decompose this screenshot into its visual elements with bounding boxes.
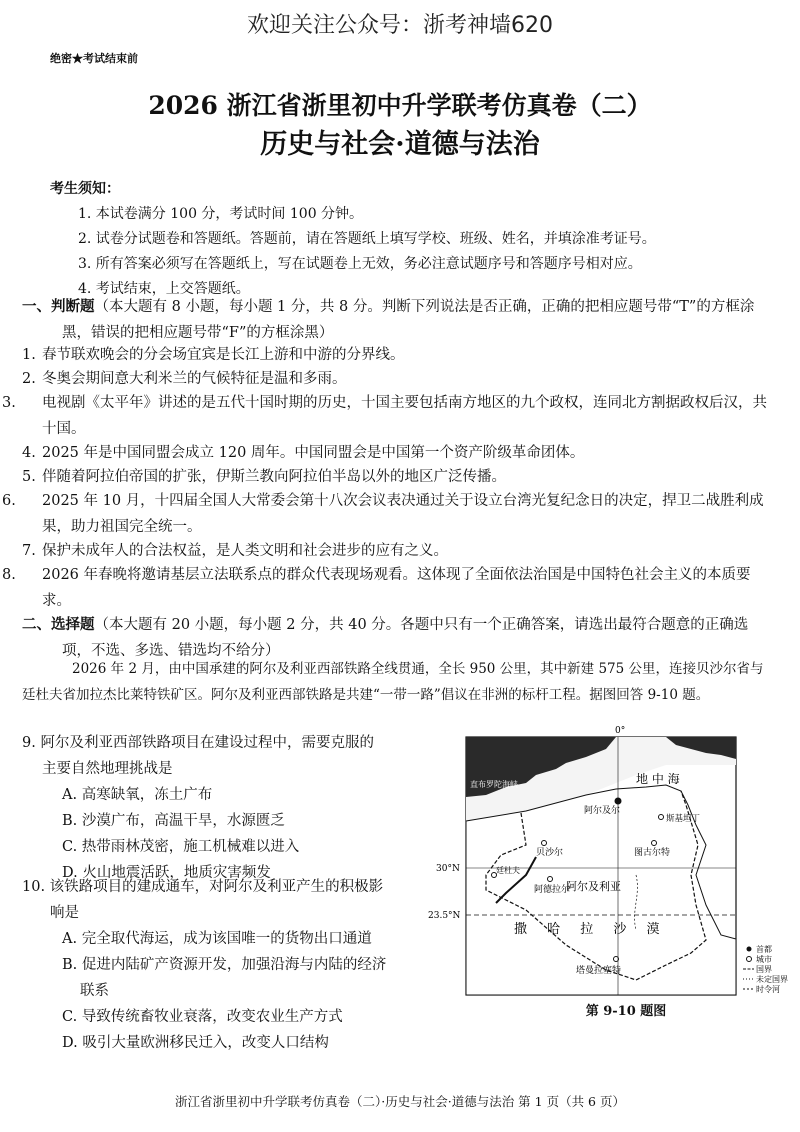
question-text: 保护未成年人的合法权益，是人类文明和社会进步的应有之义。 bbox=[42, 543, 448, 559]
question-text: 2026 年春晚将邀请基层立法联系点的群众代表现场观看。这体现了全面依法治国是中国特色社会主义的本质要求。 bbox=[42, 567, 751, 609]
label-adrar: 阿德拉尔 bbox=[534, 885, 571, 895]
label-country: 阿尔及利亚 bbox=[566, 880, 621, 893]
section1-header bbox=[22, 294, 777, 346]
notice-item: 4. 考试结束，上交答题纸。 bbox=[78, 281, 250, 297]
legend-capital: 首都 bbox=[756, 945, 772, 954]
label-lat30: 30°N bbox=[436, 864, 460, 874]
question-number: 7. bbox=[22, 543, 36, 559]
option-a: A. 高寒缺氧，冻土广布 bbox=[62, 787, 213, 803]
page-footer: 浙江省浙里初中升学联考仿真卷（二）·历史与社会·道德与法治 第 1 页（共 6 页） bbox=[175, 1094, 625, 1109]
label-meridian: 0° bbox=[615, 726, 626, 736]
notice-item: 1. 本试卷满分 100 分，考试时间 100 分钟。 bbox=[78, 206, 364, 222]
question-10 bbox=[22, 874, 452, 1056]
question-stem-cont: 主要自然地理挑战是 bbox=[42, 761, 173, 777]
reading-passage: 2026 年 2 月，由中国承建的阿尔及利亚西部铁路全线贯通，全长 950 公里，其中新建 575 公里，连接贝沙尔省与廷杜夫省加拉杰比莱特铁矿区。阿尔及利亚西部铁路是共建“一带一路”倡议在非洲的标杆工程。据图回答 9-10 题。 bbox=[22, 661, 764, 703]
judge-question bbox=[22, 538, 777, 564]
exam-title: 2026 浙江省浙里初中升学联考仿真卷（二） bbox=[148, 91, 652, 120]
judge-question bbox=[2, 562, 777, 614]
question-number: 3. bbox=[2, 395, 16, 411]
secret-mark: 绝密★考试结束前 bbox=[50, 52, 138, 65]
judge-question bbox=[2, 488, 777, 540]
legend-border: 国界 bbox=[756, 965, 772, 974]
question-stem: 10. 该铁路项目的建成通车，对阿尔及利亚产生的积极影 bbox=[22, 879, 384, 895]
option-b: B. 沙漠广布，高温干旱，水源匮乏 bbox=[62, 813, 285, 829]
judge-question bbox=[2, 390, 777, 442]
option-c: C. 导致传统畜牧业衰落，改变农业生产方式 bbox=[62, 1009, 343, 1025]
question-number: 6. bbox=[2, 493, 16, 509]
option-c: C. 热带雨林茂密，施工机械难以进入 bbox=[62, 839, 300, 855]
notice-item: 3. 所有答案必须写在答题纸上，写在试题卷上无效，务必注意试题序号和答题序号相对应。 bbox=[78, 256, 642, 272]
section2-heading: 二、选择题 bbox=[22, 616, 95, 633]
map-caption: 第 9-10 题图 bbox=[585, 1004, 667, 1019]
question-number: 4. bbox=[22, 445, 36, 461]
legend-city-symbol bbox=[747, 957, 752, 962]
question-number: 2. bbox=[22, 371, 36, 387]
question-text: 2025 年是中国同盟会成立 120 周年。中国同盟会是中国第一个资产阶级革命团体。 bbox=[42, 445, 585, 461]
label-lat235: 23.5°N bbox=[428, 911, 461, 921]
section1-heading: 一、判断题 bbox=[22, 298, 95, 315]
section2-desc: （本大题有 20 小题，每小题 2 分，共 40 分。各题中只有一个正确答案，请选出最符合题意的正确选项，不选、多选、错选均不给分） bbox=[62, 617, 749, 659]
option-b: B. 促进内陆矿产资源开发，加强沿海与内陆的经济 bbox=[62, 957, 387, 973]
label-tuggurt: 图古尔特 bbox=[634, 848, 671, 858]
label-capital: 阿尔及尔 bbox=[584, 806, 621, 816]
label-desert: 撒 哈 拉 沙 漠 bbox=[514, 922, 668, 937]
question-text: 春节联欢晚会的分会场宜宾是长江上游和中游的分界线。 bbox=[42, 347, 405, 363]
label-sea: 地 中 海 bbox=[636, 772, 680, 786]
label-tindouf: 廷杜夫 bbox=[496, 866, 520, 875]
notice-heading: 考生须知： bbox=[50, 181, 120, 197]
question-text: 冬奥会期间意大利米兰的气候特征是温和多雨。 bbox=[42, 371, 347, 387]
question-9 bbox=[22, 730, 452, 886]
judge-question bbox=[22, 440, 777, 466]
map-legend bbox=[743, 944, 788, 994]
option-d: D. 吸引大量欧洲移民迁入，改变人口结构 bbox=[62, 1035, 329, 1051]
exam-subject: 历史与社会·道德与法治 bbox=[260, 129, 540, 160]
capital-marker bbox=[615, 798, 622, 805]
question-number: 1. bbox=[22, 347, 36, 363]
legend-capital-symbol bbox=[747, 947, 752, 952]
question-number: 5. bbox=[22, 469, 36, 485]
section1-desc: （本大题有 8 小题，每小题 1 分，共 8 分。判断下列说法是否正确，正确的把相应题号带“T”的方框涂黑，错误的把相应题号带“F”的方框涂黑） bbox=[62, 299, 755, 341]
algeria-map bbox=[428, 725, 788, 995]
legend-undefined-border: 未定国界 bbox=[756, 975, 788, 984]
label-bechar: 贝沙尔 bbox=[536, 848, 564, 858]
label-strait: 直布罗陀海峡 bbox=[470, 780, 518, 789]
question-stem: 9. 阿尔及利亚西部铁路项目在建设过程中，需要克服的 bbox=[22, 735, 374, 751]
top-banner: 欢迎关注公众号：浙考神墙620 bbox=[247, 13, 553, 38]
legend-city: 城市 bbox=[756, 955, 772, 964]
judge-question bbox=[22, 464, 777, 490]
option-a: A. 完全取代海运，成为该国唯一的货物出口通道 bbox=[62, 931, 372, 947]
label-tamanrasset: 塔曼拉塞特 bbox=[576, 966, 622, 976]
legend-river: 时令河 bbox=[756, 985, 780, 994]
label-skikda: 斯基坦丁 bbox=[666, 814, 701, 824]
judge-question bbox=[22, 342, 777, 368]
question-text: 2025 年 10 月，十四届全国人大常委会第十八次会议表决通过关于设立台湾光复纪念日的决定，捍卫二战胜利成果，助力祖国完全统一。 bbox=[42, 493, 764, 535]
question-number: 8. bbox=[2, 567, 16, 583]
option-b-cont: 联系 bbox=[80, 983, 109, 999]
judge-question bbox=[22, 366, 777, 392]
option-d: D. 火山地震活跃，地质灾害频发 bbox=[62, 865, 271, 881]
question-stem-cont: 响是 bbox=[50, 905, 79, 921]
notice-item: 2. 试卷分试题卷和答题纸。答题前，请在答题纸上填写学校、班级、姓名，并填涂准考证号。 bbox=[78, 231, 656, 247]
question-text: 伴随着阿拉伯帝国的扩张，伊斯兰教向阿拉伯半岛以外的地区广泛传播。 bbox=[42, 469, 506, 485]
question-text: 电视剧《太平年》讲述的是五代十国时期的历史，十国主要包括南方地区的九个政权，连同北方割据政权后汉，共十国。 bbox=[42, 395, 767, 437]
